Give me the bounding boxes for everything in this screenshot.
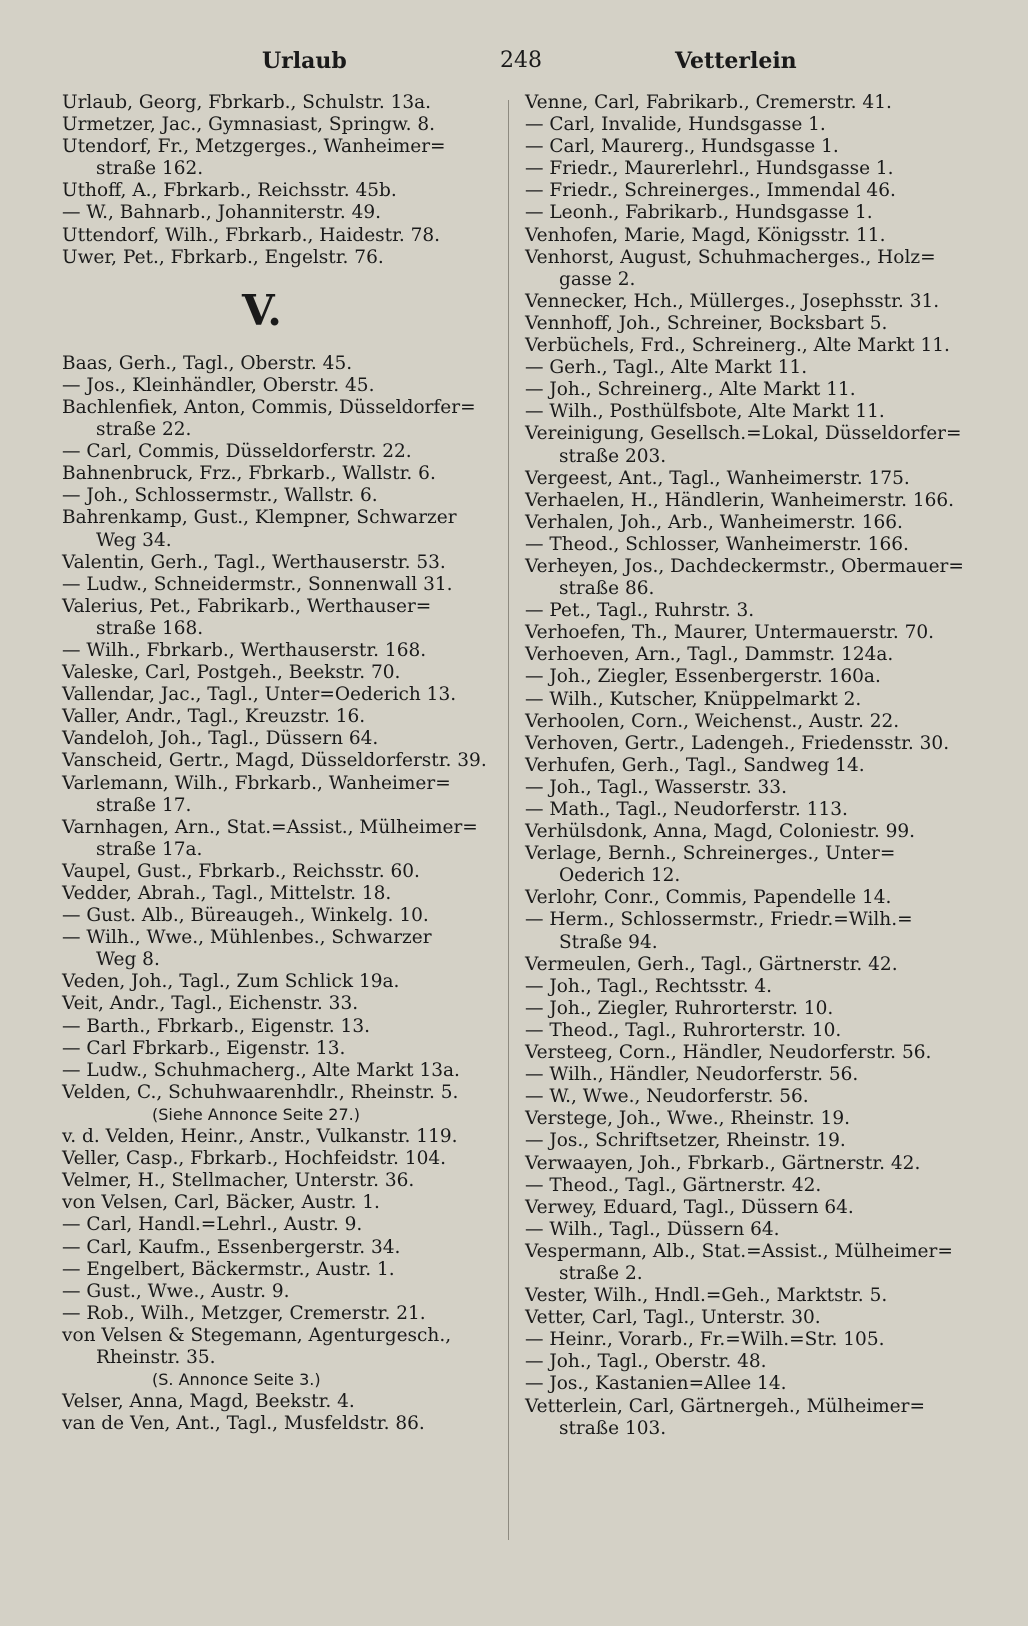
directory-entry: Vedder, Abrah., Tagl., Mittelstr. 18. xyxy=(62,883,392,904)
directory-entry: Varnhagen, Arn., Stat.=Assist., Mülheimer= xyxy=(62,816,478,838)
directory-entry: — Ludw., Schneidermstr., Sonnenwall 31. xyxy=(62,573,453,595)
directory-entry: Vergeest, Ant., Tagl., Wanheimerstr. 175. xyxy=(525,467,910,489)
directory-entry: Verhoefen, Th., Maurer, Untermauerstr. 70. xyxy=(525,622,935,644)
page-header xyxy=(0,48,1028,88)
directory-entry: Vennhoff, Joh., Schreiner, Bocksbart 5. xyxy=(525,312,888,334)
directory-entry: Verhaelen, H., Händlerin, Wanheimerstr. 166. xyxy=(525,489,955,511)
directory-entry: Bahnenbruck, Frz., Fbrkarb., Wallstr. 6. xyxy=(62,463,436,485)
section-letter-v: V. xyxy=(242,285,282,335)
directory-entry: — Math., Tagl., Neudorferstr. 113. xyxy=(525,799,848,820)
entry-continuation: gasse 2. xyxy=(559,268,636,290)
directory-entry: von Velsen & Stegemann, Agenturgesch., xyxy=(62,1324,452,1346)
directory-entry: — Ludw., Schuhmacherg., Alte Markt 13a. xyxy=(62,1059,460,1081)
directory-entry: — Theod., Tagl., Ruhrorterstr. 10. xyxy=(525,1019,842,1041)
directory-entry: von Velsen, Carl, Bäcker, Austr. 1. xyxy=(62,1192,380,1214)
directory-entry: Verhoven, Gertr., Ladengeh., Friedensstr. 30. xyxy=(525,732,950,754)
left-entries-v xyxy=(62,353,502,1436)
directory-entry: — Carl, Maurerg., Hundsgasse 1. xyxy=(525,136,839,158)
entry-continuation: Weg 8. xyxy=(96,949,160,971)
entry-continuation: Straße 94. xyxy=(559,931,658,953)
directory-entry: Verhülsdonk, Anna, Magd, Coloniestr. 99. xyxy=(525,821,916,843)
directory-entry: Uthoff, A., Fbrkarb., Reichsstr. 45b. xyxy=(62,180,397,202)
directory-entry: Venhorst, August, Schuhmacherges., Holz= xyxy=(525,246,936,268)
directory-entry: — Carl, Invalide, Hundsgasse 1. xyxy=(525,114,826,136)
directory-entry: — Joh., Schreinerg., Alte Markt 11. xyxy=(525,379,856,401)
directory-entry: — Leonh., Fabrikarb., Hundsgasse 1. xyxy=(525,202,873,224)
directory-entry: — Theod., Tagl., Gärtnerstr. 42. xyxy=(525,1174,822,1196)
directory-entry: — Joh., Tagl., Rechtsstr. 4. xyxy=(525,975,773,997)
entry-continuation: straße 168. xyxy=(96,617,204,639)
directory-entry: Valerius, Pet., Fabrikarb., Werthauser= xyxy=(62,595,432,617)
directory-entry: — Wilh., Posthülfsbote, Alte Markt 11. xyxy=(525,401,885,423)
directory-entry: Vespermann, Alb., Stat.=Assist., Mülheimer= xyxy=(525,1240,953,1262)
directory-entry: Vaupel, Gust., Fbrkarb., Reichsstr. 60. xyxy=(62,860,420,882)
page-number: 248 xyxy=(500,48,542,73)
directory-entry: — Jos., Schriftsetzer, Rheinstr. 19. xyxy=(525,1130,846,1152)
entry-continuation: straße 17. xyxy=(96,794,192,816)
directory-entry: Verbüchels, Frd., Schreinerg., Alte Markt 11. xyxy=(525,335,950,357)
directory-entry: — Rob., Wilh., Metzger, Cremerstr. 21. xyxy=(62,1302,426,1324)
directory-entry: — Wilh., Wwe., Mühlenbes., Schwarzer xyxy=(62,927,432,949)
directory-entry: Verlage, Bernh., Schreinerges., Unter= xyxy=(525,843,896,865)
directory-entry: Verwey, Eduard, Tagl., Düssern 64. xyxy=(525,1196,854,1218)
left-column xyxy=(62,92,502,1435)
directory-entry: Verheyen, Jos., Dachdeckermstr., Obermauer= xyxy=(525,555,964,577)
directory-entry: Bahrenkamp, Gust., Klempner, Schwarzer xyxy=(62,507,457,529)
right-column xyxy=(525,92,964,1440)
directory-entry: Urlaub, Georg, Fbrkarb., Schulstr. 13a. xyxy=(62,92,432,113)
directory-entry: Valler, Andr., Tagl., Kreuzstr. 16. xyxy=(62,706,366,728)
directory-entry: — Joh., Tagl., Oberstr. 48. xyxy=(525,1351,767,1373)
directory-entry: Vermeulen, Gerh., Tagl., Gärtnerstr. 42. xyxy=(525,953,898,975)
directory-entry: — Carl, Commis, Düsseldorferstr. 22. xyxy=(62,441,412,463)
entry-continuation: straße 162. xyxy=(96,158,204,180)
directory-entry: — Joh., Ziegler, Ruhrorterstr. 10. xyxy=(525,997,834,1019)
directory-entry: Vetterlein, Carl, Gärtnergeh., Mülheimer= xyxy=(525,1395,925,1417)
directory-entry: — Wilh., Kutscher, Knüppelmarkt 2. xyxy=(525,688,862,710)
directory-entry: — Wilh., Fbrkarb., Werthauserstr. 168. xyxy=(62,639,427,661)
directory-entry: Vennecker, Hch., Müllerges., Josephsstr. 31. xyxy=(525,290,940,312)
header-right-keyword: Vetterlein xyxy=(675,48,797,74)
directory-entry: v. d. Velden, Heinr., Anstr., Vulkanstr. 119. xyxy=(62,1126,458,1148)
annonce-note: (S. Annonce Seite 3.) xyxy=(152,1370,321,1390)
directory-entry: Verhoolen, Corn., Weichenst., Austr. 22. xyxy=(525,710,900,732)
directory-entry: Veden, Joh., Tagl., Zum Schlick 19a. xyxy=(62,971,400,993)
directory-entry: Venne, Carl, Fabrikarb., Cremerstr. 41. xyxy=(525,92,892,113)
directory-entry: — W., Wwe., Neudorferstr. 56. xyxy=(525,1086,809,1108)
directory-entry: Veit, Andr., Tagl., Eichenstr. 33. xyxy=(62,993,359,1015)
directory-entry: — Gust. Alb., Büreaugeh., Winkelg. 10. xyxy=(62,905,429,927)
directory-entry: Verstege, Joh., Wwe., Rheinstr. 19. xyxy=(525,1108,850,1130)
directory-entry: — Theod., Schlosser, Wanheimerstr. 166. xyxy=(525,533,909,555)
directory-entry: Uwer, Pet., Fbrkarb., Engelstr. 76. xyxy=(62,246,384,268)
directory-entry: Bachlenfiek, Anton, Commis, Düsseldorfer= xyxy=(62,396,476,418)
directory-entry: — Carl, Handl.=Lehrl., Austr. 9. xyxy=(62,1214,363,1236)
directory-entry: — Joh., Schlossermstr., Wallstr. 6. xyxy=(62,485,378,507)
directory-entry: Veller, Casp., Fbrkarb., Hochfeidstr. 104. xyxy=(62,1148,447,1170)
directory-entry: Vester, Wilh., Hndl.=Geh., Marktstr. 5. xyxy=(525,1285,888,1307)
directory-entry: — Herm., Schlossermstr., Friedr.=Wilh.= xyxy=(525,909,913,931)
directory-entry: — Wilh., Tagl., Düssern 64. xyxy=(525,1218,780,1240)
entry-continuation: straße 86. xyxy=(559,578,655,600)
directory-entry: Verwaayen, Joh., Fbrkarb., Gärtnerstr. 42. xyxy=(525,1152,921,1174)
directory-entry: Velden, C., Schuhwaarenhdlr., Rheinstr. 5. xyxy=(62,1081,459,1103)
directory-entry: Utendorf, Fr., Metzgerges., Wanheimer= xyxy=(62,136,446,158)
directory-entry: — Gust., Wwe., Austr. 9. xyxy=(62,1280,290,1302)
directory-entry: — Gerh., Tagl., Alte Markt 11. xyxy=(525,357,808,379)
directory-entry: — Joh., Tagl., Wasserstr. 33. xyxy=(525,776,787,798)
directory-entry: Velser, Anna, Magd, Beekstr. 4. xyxy=(62,1391,355,1413)
entry-continuation: straße 203. xyxy=(559,445,667,467)
directory-entry: — Joh., Ziegler, Essenbergerstr. 160a. xyxy=(525,666,881,688)
directory-entry: Baas, Gerh., Tagl., Oberstr. 45. xyxy=(62,352,353,374)
directory-entry: Velmer, H., Stellmacher, Unterstr. 36. xyxy=(62,1170,415,1192)
directory-entry: Verlohr, Conr., Commis, Papendelle 14. xyxy=(525,887,892,909)
directory-entry: — Carl, Kaufm., Essenbergerstr. 34. xyxy=(62,1236,401,1258)
entry-continuation: straße 22. xyxy=(96,419,192,441)
directory-entry: — Heinr., Vorarb., Fr.=Wilh.=Str. 105. xyxy=(525,1329,885,1351)
directory-entry: Venhofen, Marie, Magd, Königsstr. 11. xyxy=(525,224,886,246)
entry-continuation: straße 2. xyxy=(559,1262,643,1284)
directory-entry: Verhoeven, Arn., Tagl., Dammstr. 124a. xyxy=(525,644,894,666)
directory-entry: Vetter, Carl, Tagl., Unterstr. 30. xyxy=(525,1307,821,1329)
annonce-note: (Siehe Annonce Seite 27.) xyxy=(152,1104,360,1124)
directory-entry: Vallendar, Jac., Tagl., Unter=Oederich 13. xyxy=(62,684,457,706)
directory-entry: Verhalen, Joh., Arb., Wanheimerstr. 166. xyxy=(525,511,903,533)
directory-entry: — Jos., Kastanien=Allee 14. xyxy=(525,1373,787,1395)
directory-entry: Verhufen, Gerh., Tagl., Sandweg 14. xyxy=(525,754,865,776)
directory-entry: van de Ven, Ant., Tagl., Musfeldstr. 86. xyxy=(62,1413,425,1435)
directory-entry: — Barth., Fbrkarb., Eigenstr. 13. xyxy=(62,1015,370,1037)
column-divider xyxy=(508,100,509,1540)
directory-entry: Vereinigung, Gesellsch.=Lokal, Düsseldorfer= xyxy=(525,423,962,445)
directory-entry: — W., Bahnarb., Johanniterstr. 49. xyxy=(62,202,382,224)
directory-entry: — Wilh., Händler, Neudorferstr. 56. xyxy=(525,1064,859,1086)
directory-entry: — Carl Fbrkarb., Eigenstr. 13. xyxy=(62,1037,346,1059)
directory-entry: — Pet., Tagl., Ruhrstr. 3. xyxy=(525,600,755,622)
entry-continuation: straße 103. xyxy=(559,1417,667,1439)
directory-entry: Vandeloh, Joh., Tagl., Düssern 64. xyxy=(62,728,379,750)
entry-continuation: straße 17a. xyxy=(96,838,203,860)
directory-entry: Valeske, Carl, Postgeh., Beekstr. 70. xyxy=(62,662,401,684)
directory-entry: — Friedr., Schreinerges., Immendal 46. xyxy=(525,180,896,202)
header-left-keyword: Urlaub xyxy=(262,48,347,74)
directory-entry: Versteeg, Corn., Händler, Neudorferstr. 56. xyxy=(525,1042,932,1064)
directory-entry: Uttendorf, Wilh., Fbrkarb., Haidestr. 78. xyxy=(62,224,441,246)
directory-entry: Varlemann, Wilh., Fbrkarb., Wanheimer= xyxy=(62,772,451,794)
entry-continuation: Weg 34. xyxy=(96,529,172,551)
directory-entry: — Jos., Kleinhändler, Oberstr. 45. xyxy=(62,374,375,396)
directory-entry: Vanscheid, Gertr., Magd, Düsseldorferstr. 39. xyxy=(62,750,487,772)
directory-entry: — Engelbert, Bäckermstr., Austr. 1. xyxy=(62,1258,395,1280)
entry-continuation: Oederich 12. xyxy=(559,865,681,887)
directory-entry: Valentin, Gerh., Tagl., Werthauserstr. 53. xyxy=(62,551,446,573)
left-entries-u xyxy=(62,92,502,269)
entry-continuation: Rheinstr. 35. xyxy=(96,1346,216,1368)
directory-entry: Urmetzer, Jac., Gymnasiast, Springw. 8. xyxy=(62,114,436,136)
right-entries xyxy=(525,92,964,1440)
directory-entry: — Friedr., Maurerlehrl., Hundsgasse 1. xyxy=(525,158,894,180)
